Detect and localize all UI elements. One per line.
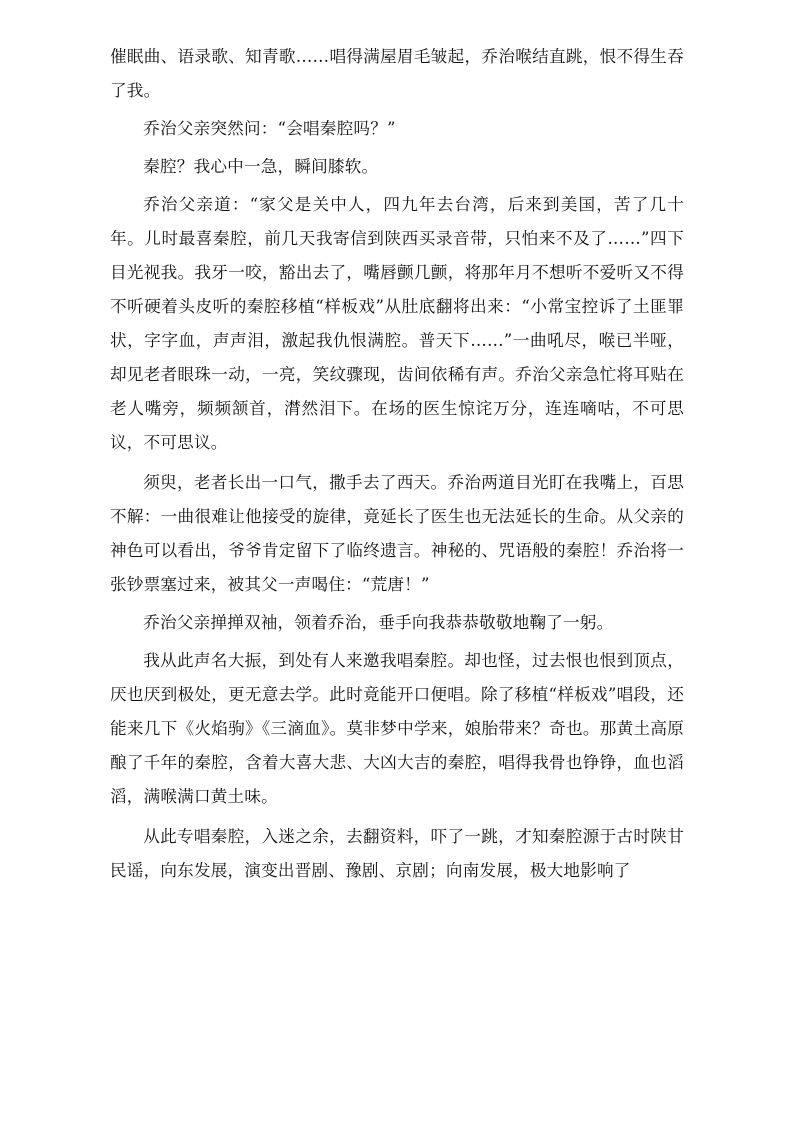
paragraph-continuation: 催眠曲、语录歌、知青歌……唱得满屋眉毛皱起，乔治喉结直跳，恨不得生吞了我。 (110, 47, 684, 100)
paragraph-singing: 乔治父亲道：“家父是关中人，四九年去台湾，后来到美国，苦了几十年。儿时最喜秦腔，前几天我寄信到陕西买录音带，只怕来不及了……”四下目光视我。我牙一咬，豁出去了，嘴唇颤几颤，将那年月不想听不爱听又不得不听硬着头皮听的秦腔移植“样板戏”从肚底翻将出来：“小常宝控诉了土匪罪状，字字血，声声泪，激起我仇恨满腔。普天下……”一曲吼尽，喉已半哑，却见老者眼珠一动，一亮，笑纹骤现，齿间依稀有声。乔治父亲急忙将耳贴在老人嘴旁，频频颔首，潸然泪下。在场的医生惊诧万分，连连嘀咕，不可思议，不可思议。 (110, 195, 684, 452)
article-body (110, 40, 684, 888)
paragraph-reaction: 秦腔？我心中一急，瞬间膝软。 (143, 157, 379, 176)
paragraph-research: 从此专唱秦腔，入迷之余，去翻资料，吓了一跳，才知秦腔源于古时陕甘民谣，向东发展，演变出晋剧、豫剧、京剧；向南发展，极大地影响了 (110, 827, 684, 880)
paragraph-question: 乔治父亲突然问：“会唱秦腔吗？” (143, 119, 396, 138)
paragraph-passing: 须臾，老者长出一口气，撒手去了西天。乔治两道目光盯在我嘴上，百思不解：一曲很难让他接受的旋律，竟延长了医生也无法延长的生命。从父亲的神色可以看出，爷爷肯定留下了临终遗言。神秘的、咒语般的秦腔！乔治将一张钞票塞过来，被其父一声喝住：“荒唐！” (110, 473, 684, 594)
paragraph-bow: 乔治父亲掸掸双袖，领着乔治，垂手向我恭恭敬敬地鞠了一躬。 (143, 613, 614, 632)
paragraph-fame: 我从此声名大振，到处有人来邀我唱秦腔。却也怪，过去恨也恨到顶点，厌也厌到极处，更无意去学。此时竟能开口便唱。除了移植“样板戏”唱段，还能来几下《火焰驹》《三滴血》。莫非梦中学来，娘胎带来？奇也。那黄土高原酿了千年的秦腔，含着大喜大悲、大凶大吉的秦腔，唱得我骨也铮铮，血也滔滔，满喉满口黄土味。 (110, 651, 684, 806)
